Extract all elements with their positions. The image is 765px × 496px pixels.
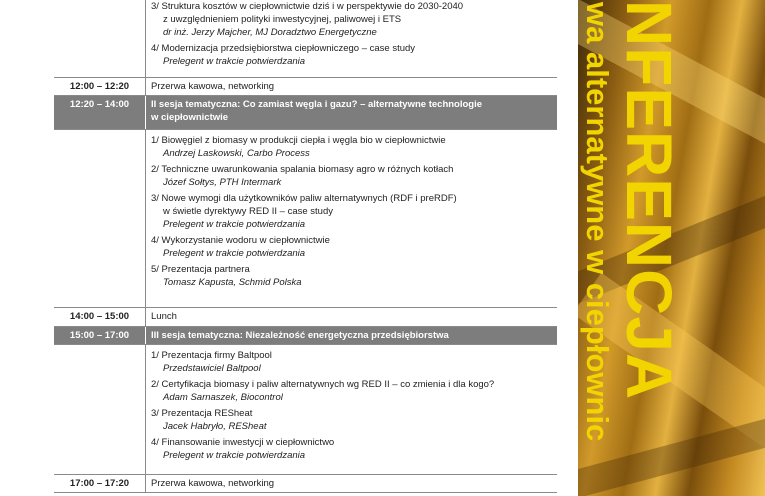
agenda-item — [151, 192, 551, 231]
time-cell-empty — [54, 0, 146, 77]
item-title-line: 2/ Certyfikacja biomasy i paliw alternatywnych wg RED II – co zmienia i dla kogo? — [151, 379, 495, 390]
item-title-line: 3/ Struktura kosztów w ciepłownictwie dziś i w perspektywie do 2030-2040 — [151, 1, 464, 12]
time-cell: 14:00 – 15:00 — [54, 308, 146, 326]
item-title-line: 3/ Nowe wymogi dla użytkowników paliw alternatywnych (RDF i preRDF) — [151, 193, 457, 204]
agenda-row-break-2 — [54, 475, 557, 493]
break-label: Przerwa kawowa, networking — [151, 81, 275, 92]
agenda-row-session1-items — [54, 0, 557, 78]
agenda-item — [151, 349, 551, 375]
session-title-line: w ciepłownictwie — [151, 112, 229, 123]
agenda-item — [151, 234, 551, 260]
item-speaker: Prelegent w trakcie potwierdzania — [163, 248, 306, 259]
time-cell-empty — [54, 130, 146, 307]
item-speaker: Jacek Habryło, RESheat — [163, 421, 267, 432]
session-title — [146, 96, 557, 129]
agenda-item — [151, 263, 551, 289]
item-title-line: 2/ Techniczne uwarunkowania spalania biomasy agro w różnych kotłach — [151, 164, 454, 175]
item-speaker: Prelegent w trakcie potwierdzania — [163, 450, 306, 461]
item-title-line: 1/ Biowęgiel z biomasy w produkcji ciepła i węgla bio w ciepłownictwie — [151, 135, 446, 146]
item-speaker: Przedstawiciel Baltpool — [163, 363, 261, 374]
session-title — [146, 327, 557, 344]
item-title-line: 4/ Finansowanie inwestycji w ciepłownictwo — [151, 437, 335, 448]
session-items — [146, 345, 557, 474]
item-title-line: 4/ Modernizacja przedsiębiorstwa ciepłowniczego – case study — [151, 43, 416, 54]
item-title-line: 1/ Prezentacja firmy Baltpool — [151, 350, 272, 361]
time-cell: 17:00 – 17:20 — [54, 475, 146, 492]
agenda-row-session-3-header — [54, 327, 557, 345]
time-cell: 15:00 – 17:00 — [54, 327, 146, 344]
item-speaker: dr inż. Jerzy Majcher, MJ Doradztwo Energetyczne — [163, 27, 377, 38]
session-title-line: III sesja tematyczna: Niezależność energetyczna przedsiębiorstwa — [151, 330, 449, 341]
item-title-line: 5/ Prezentacja partnera — [151, 264, 250, 275]
agenda-item — [151, 436, 551, 462]
agenda-item — [151, 134, 551, 160]
agenda-row-session-2-items — [54, 130, 557, 308]
agenda-row-session-3-items — [54, 345, 557, 475]
agenda-item — [151, 378, 551, 404]
agenda-table — [54, 0, 557, 493]
agenda-row-lunch — [54, 308, 557, 327]
agenda-item — [151, 0, 551, 39]
time-cell: 12:20 – 14:00 — [54, 96, 146, 129]
agenda-item — [151, 407, 551, 433]
session-items — [146, 0, 557, 77]
agenda-row-break-1 — [54, 78, 557, 96]
item-speaker: Józef Sołtys, PTH Intermark — [163, 177, 282, 188]
time-cell-empty — [54, 345, 146, 474]
banner-title: NFERENCJA — [613, 0, 685, 401]
session-title-line: II sesja tematyczna: Co zamiast węgla i gazu? – alternatywne technologie — [151, 99, 483, 110]
lunch-label: Lunch — [151, 311, 177, 322]
session-items — [146, 130, 557, 307]
item-speaker: Andrzej Laskowski, Carbo Process — [163, 148, 310, 159]
agenda-item — [151, 163, 551, 189]
item-title-line: w świetle dyrektywy RED II – case study — [163, 206, 333, 217]
agenda-item — [151, 42, 551, 68]
item-title-line: 4/ Wykorzystanie wodoru w ciepłownictwie — [151, 235, 330, 246]
break-label: Przerwa kawowa, networking — [151, 478, 275, 489]
item-speaker: Prelegent w trakcie potwierdzania — [163, 56, 306, 67]
item-title-line: 3/ Prezentacja RESheat — [151, 408, 253, 419]
time-cell: 12:00 – 12:20 — [54, 78, 146, 95]
agenda-row-session-2-header — [54, 96, 557, 130]
item-speaker: Adam Sarnaszek, Biocontrol — [163, 392, 283, 403]
item-title-line: z uwzględnieniem polityki inwestycyjnej, paliwowej i ETS — [163, 14, 402, 25]
banner-subtitle: wa alternatywne w ciepłownic — [580, 2, 615, 442]
item-speaker: Tomasz Kapusta, Schmid Polska — [163, 277, 302, 288]
item-speaker: Prelegent w trakcie potwierdzania — [163, 219, 306, 230]
